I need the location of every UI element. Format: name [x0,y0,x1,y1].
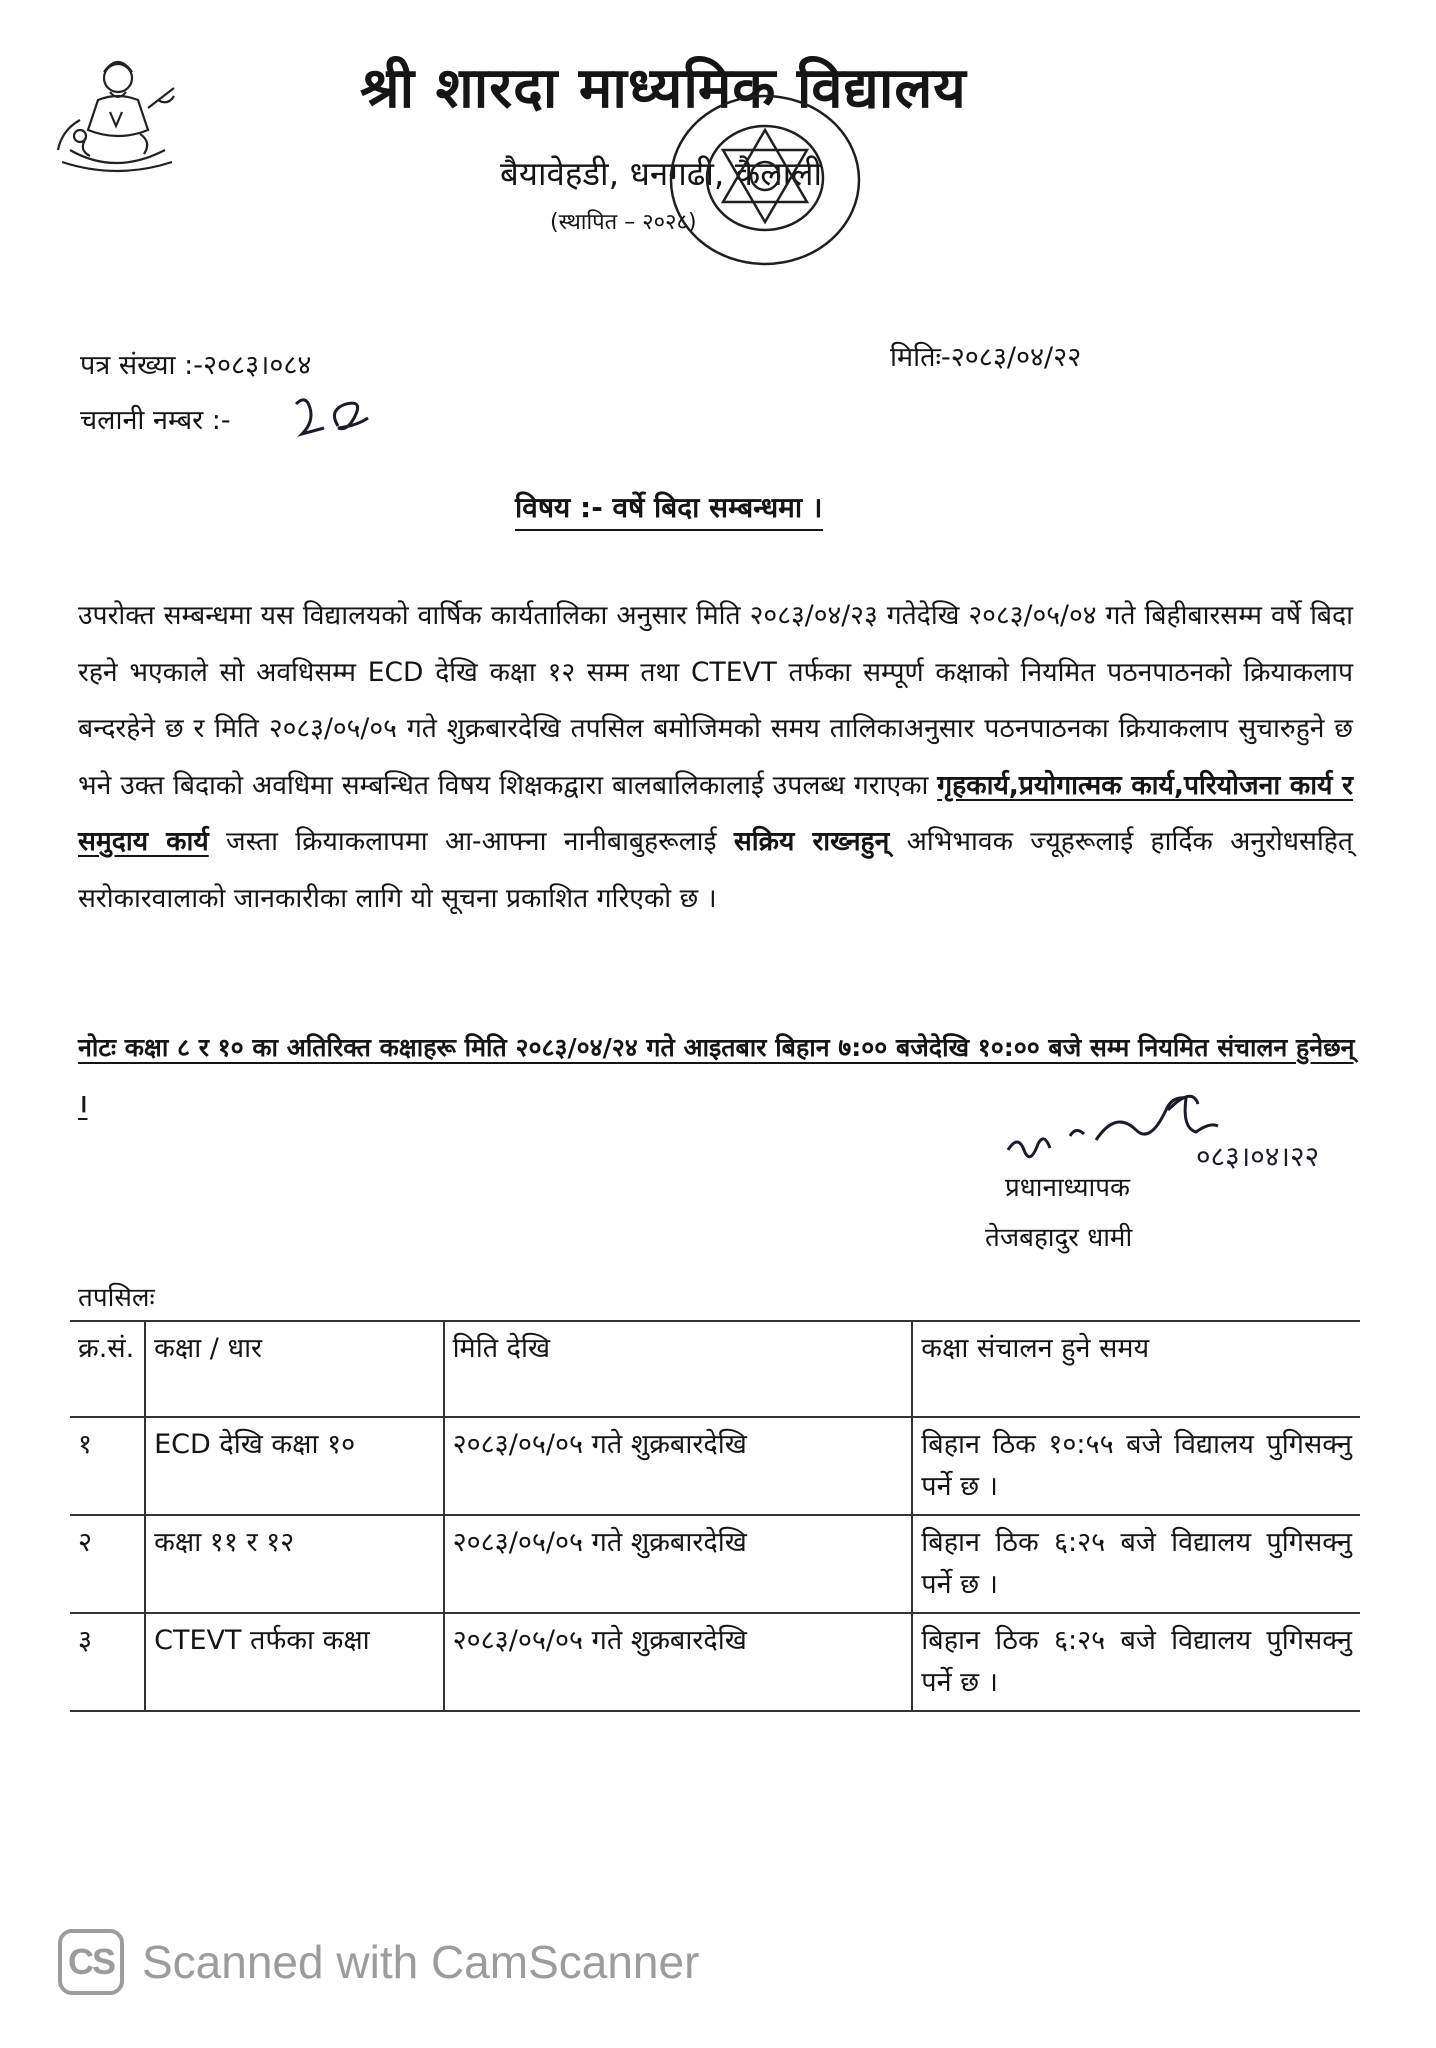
body-text-part-3: अभिभावक ज्यूहरूलाई हार्दिक अनुरोधसहित् सरोकारवालाको जानकारीका लागि यो सूचना प्रकाशित गरिएको छ । [78,826,1353,914]
cell-class-time: बिहान ठिक ६:२५ बजे विद्यालय पुगिसक्नु पर्ने छ । [912,1613,1360,1711]
principal-title: प्रधानाध्यापक [1005,1173,1131,1203]
dispatch-number-handwritten [290,386,390,446]
cell-serial: ३ [70,1613,145,1711]
camscanner-watermark [58,1925,699,1999]
header-class: कक्षा / धार [145,1321,443,1417]
body-text-part-2: जस्ता क्रियाकलापमा आ-आफ्ना नानीबाबुहरूलाई [208,826,734,857]
principal-name: तेजबहादुर धामी [985,1223,1133,1253]
saraswati-logo-icon [40,50,190,180]
body-underlined-activities: गृहकार्य,प्रयोगात्मक कार्य,परियोजना कार्य र समुदाय कार्य [78,769,1354,857]
note-content: नोटः कक्षा ८ र १० का अतिरिक्त कक्षाहरू मिति २०८३/०४/२४ गते आइतबार बिहान ७:०० बजेदेखि १०:०० बजे सम्म नियमित संचालन हुनेछन् । [78,1033,1355,1118]
cell-date-from: २०८३/०५/०५ गते शुक्रबारदेखि [444,1613,913,1711]
subject-line: विषय :- वर्षे बिदा सम्बन्धमा । [515,488,823,531]
letter-number: पत्र संख्या :-२०८३।०८४ [80,350,312,381]
notice-body [78,588,1353,927]
camscanner-logo-icon: CS [58,1929,124,1995]
cell-class: ECD देखि कक्षा १० [145,1417,443,1515]
body-bold-phrase: सक्रिय राख्नहुन् [733,826,890,857]
watermark-text: Scanned with CamScanner [142,1936,700,1988]
cell-class: कक्षा ११ र १२ [145,1515,443,1613]
school-name: श्री शारदा माध्यमिक विद्यालय [360,56,967,121]
header-date-from: मिति देखि [444,1321,913,1417]
school-established: (स्थापित – २०२८) [550,210,697,235]
school-seal-icon [665,90,865,270]
header-serial: क्र.सं. [70,1321,145,1417]
table-header-row [70,1321,1360,1417]
schedule-table [70,1320,1360,1712]
table-row [70,1613,1360,1711]
cell-class: CTEVT तर्फका कक्षा [145,1613,443,1711]
cell-date-from: २०८३/०५/०५ गते शुक्रबारदेखि [444,1515,913,1613]
cell-date-from: २०८३/०५/०५ गते शुक्रबारदेखि [444,1417,913,1515]
details-label: तपसिलः [78,1283,155,1313]
header-class-time: कक्षा संचालन हुने समय [912,1321,1360,1417]
table-row [70,1417,1360,1515]
body-text-part-1: उपरोक्त सम्बन्धमा यस विद्यालयको वार्षिक कार्यतालिका अनुसार मिति २०८३/०४/२३ गतेदेखि २०८३/०५/०४ गते बिहीबारसम्म वर्षे बिदा रहने भएकाले सो अवधिसम्म ECD देखि कक्षा १२ सम्म तथा CTEVT तर्फका सम्पूर्ण कक्षाको नियमित पठनपाठनको क्रियाकलाप बन्दरहेने छ र मिति २०८३/०५/०५ गते शुक्रबारदेखि तपसिल बमोजिमको समय तालिकाअनुसार पठनपाठनका क्रियाकलाप सुचारुहुने छ भने उक्त बिदाको अवधिमा सम्बन्धित विषय शिक्षकद्वारा बालबालिकालाई उपलब्ध गराएका [78,600,1353,801]
table-row [70,1515,1360,1613]
school-address: बैयावेहडी, धनगढी, कैलाली [500,154,823,193]
cell-serial: २ [70,1515,145,1613]
cell-class-time: बिहान ठिक ६:२५ बजे विद्यालय पुगिसक्नु पर्ने छ । [912,1515,1360,1613]
cell-class-time: बिहान ठिक १०:५५ बजे विद्यालय पुगिसक्नु पर्ने छ । [912,1417,1360,1515]
signature-date: ०८३।०४।२२ [1196,1140,1320,1173]
dispatch-number-label: चलानी नम्बर :- [80,405,231,436]
letter-date: मितिः-२०८३/०४/२२ [890,342,1082,373]
cell-serial: १ [70,1417,145,1515]
